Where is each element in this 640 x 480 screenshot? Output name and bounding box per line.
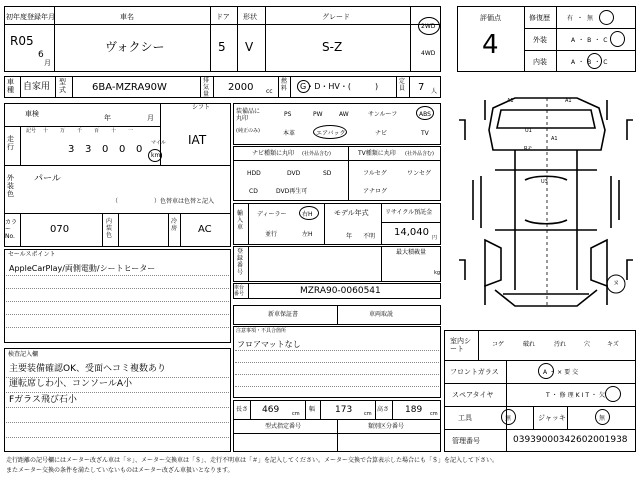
capacity-label: 定員 bbox=[399, 78, 406, 92]
shape: V bbox=[245, 40, 254, 54]
color-no: 070 bbox=[50, 224, 70, 235]
navi-label: ナビ種類に丸印 bbox=[252, 150, 295, 157]
inspection-label: 車検 bbox=[25, 110, 39, 118]
equip-leather: 本革 bbox=[283, 130, 296, 137]
model-label: 型式 bbox=[59, 78, 66, 94]
jack-label: ジャッキ bbox=[538, 414, 566, 422]
chassis-label: 車台番号 bbox=[234, 285, 245, 297]
import-dealer: ディーラー bbox=[257, 211, 287, 218]
length-label: 長さ bbox=[236, 406, 249, 413]
mileage-digit: 3 bbox=[85, 144, 92, 155]
car-name: ヴォクシー bbox=[105, 40, 165, 54]
import-parallel: 並行 bbox=[265, 231, 278, 238]
footer-line-2: またメーター交換の条件を満たしていないものはメーター改ざん車扱いとなります。 bbox=[6, 467, 234, 474]
doc-warranty: 新車保証書 bbox=[268, 311, 299, 318]
digit-header: 記号 bbox=[26, 128, 37, 134]
tv-oneseg: ワンセグ bbox=[407, 170, 432, 177]
sales-point-label: セールスポイント bbox=[8, 251, 56, 258]
eval-label: 評価点 bbox=[480, 14, 501, 22]
import-label: 輸入車 bbox=[237, 210, 244, 231]
navi-sd: SD bbox=[323, 170, 332, 177]
grade: S-Z bbox=[322, 40, 343, 54]
shape-label: 形状 bbox=[243, 13, 257, 21]
diag-mark-nu: ヌ bbox=[613, 280, 620, 287]
notes-label: 注意事項・不具合箇所 bbox=[236, 328, 287, 334]
inspector-line-2: 運転席しわ小、コンソールA小 bbox=[9, 379, 132, 389]
front-glass: A・×要交 bbox=[543, 369, 581, 376]
navi-dvd: DVD bbox=[287, 170, 301, 177]
height: 189 bbox=[405, 405, 423, 415]
max-load-label: 最大積載量 bbox=[396, 249, 427, 256]
tools: 無 bbox=[505, 415, 512, 422]
digit-header: 千 bbox=[77, 128, 83, 134]
first-reg-label: 初年度登録年月 bbox=[6, 13, 55, 21]
footer-line-1: 走行距離の記号欄にはメーター改ざん車は「＊」、メーター交換車は「＄」、走行不明車は「＃」を記入してください。メーター交換で合算表示した場合にも「＄」を記入して下さい。 bbox=[6, 457, 499, 464]
door-label: ドア bbox=[216, 13, 230, 21]
exterior-color: パール bbox=[34, 174, 61, 184]
diag-mark-rmo: Rモ bbox=[524, 146, 533, 152]
diag-mark-a1-mid: A1 bbox=[551, 136, 558, 142]
width-label: 幅 bbox=[309, 406, 316, 413]
room-koge: コゲ bbox=[492, 341, 505, 348]
equip-ps: PS bbox=[284, 111, 292, 118]
equip-sunroof: サンルーフ bbox=[368, 111, 398, 118]
mileage-digit: 0 bbox=[102, 144, 109, 155]
equip-tv: TV bbox=[421, 130, 429, 137]
front-glass-label: フロントガラス bbox=[450, 368, 499, 376]
spare: T・修理KIT・欠 bbox=[546, 392, 608, 399]
int-circle bbox=[587, 53, 602, 69]
fuel: G・D・HV・( ) bbox=[300, 82, 379, 91]
class-no-label: 類別区分番号 bbox=[368, 423, 405, 430]
int-color-label: 内装色 bbox=[106, 218, 113, 239]
ext-circle bbox=[610, 31, 625, 47]
tools-label: 工具 bbox=[458, 414, 472, 422]
doors: 5 bbox=[218, 40, 226, 54]
tv-sub: (社外品含む) bbox=[405, 151, 434, 157]
car-diagram bbox=[455, 80, 638, 323]
inspector-line-1: 主要装備確認OK、受面ヘコミ複数あり bbox=[9, 364, 166, 374]
unit-mile: マイル bbox=[151, 140, 166, 146]
repair-circle bbox=[599, 10, 614, 25]
diag-mark-u3: U3 bbox=[541, 179, 548, 185]
first-reg-month: 6 bbox=[38, 50, 44, 60]
mileage-digit: 0 bbox=[119, 144, 126, 155]
import-left-h: 左H bbox=[302, 231, 313, 238]
model: 6BA-MZRA90W bbox=[92, 82, 167, 93]
max-load-unit: kg bbox=[434, 270, 441, 276]
model-year-label: モデル年式 bbox=[334, 209, 369, 217]
model-year-unknown: 不明 bbox=[363, 233, 376, 240]
ext: A・B・C bbox=[571, 37, 611, 44]
mgmt-value: 03939000342602001938 bbox=[513, 435, 628, 445]
reg-no-label: 登録番号 bbox=[237, 248, 244, 276]
type-label: 車種 bbox=[7, 78, 14, 94]
ac-label: 冷房 bbox=[171, 218, 178, 232]
displacement: 2000 bbox=[228, 82, 254, 93]
digit-header: 十 bbox=[111, 128, 117, 134]
spare-circle bbox=[605, 386, 621, 402]
digit-header: 一 bbox=[128, 128, 134, 134]
drive-alt: 4WD bbox=[421, 50, 436, 57]
repair-label: 修復歴 bbox=[529, 14, 550, 22]
navi-cd: CD bbox=[249, 188, 258, 195]
length-unit: cm bbox=[292, 411, 300, 417]
mgmt-label: 管理番号 bbox=[452, 437, 480, 445]
height-unit: cm bbox=[430, 411, 438, 417]
inspection-year: 年 bbox=[104, 114, 111, 122]
mileage-digit: 0 bbox=[136, 144, 143, 155]
width-unit: cm bbox=[364, 411, 372, 417]
height-label: 高さ bbox=[377, 406, 390, 413]
exterior-label: 外装色 bbox=[7, 174, 14, 198]
tv-label: TV種類に丸印 bbox=[358, 150, 396, 157]
month-unit: 月 bbox=[44, 59, 51, 67]
equip-sub: (純正のみ) bbox=[236, 128, 260, 134]
equip-airbag: エアバック bbox=[316, 130, 346, 137]
equip-navi: ナビ bbox=[375, 130, 388, 137]
first-reg-year: R05 bbox=[10, 34, 34, 48]
cc-unit: cc bbox=[266, 88, 273, 95]
equip-pw: PW bbox=[313, 111, 323, 118]
int: A・B・C bbox=[571, 59, 611, 66]
room-ana: 穴 bbox=[584, 341, 591, 348]
repair: 有・無 bbox=[567, 15, 598, 22]
room-yabure: 破れ bbox=[523, 341, 536, 348]
shift-label: シフト bbox=[192, 104, 211, 111]
spare-label: スペアタイヤ bbox=[452, 391, 494, 399]
room-label: 室内シート bbox=[450, 337, 471, 353]
fuel-label: 燃料 bbox=[281, 78, 288, 92]
car-name-label: 車名 bbox=[120, 13, 134, 21]
digit-headers bbox=[26, 128, 140, 136]
equip-label: 装備品に丸印 bbox=[236, 108, 261, 122]
digit-header: 万 bbox=[60, 128, 66, 134]
int-label: 内装 bbox=[533, 58, 547, 66]
equip-box bbox=[233, 103, 441, 145]
doc-manual: 車両取説 bbox=[369, 311, 394, 318]
tv-analog: アナログ bbox=[363, 188, 388, 195]
room-yogore: 汚れ bbox=[554, 341, 567, 348]
type-value: 自家用 bbox=[23, 82, 51, 92]
recycle-value: 14,040 bbox=[394, 227, 429, 238]
disp-label: 排気量 bbox=[203, 77, 210, 98]
mileage-digits bbox=[48, 144, 161, 159]
equip-aw: AW bbox=[339, 111, 349, 118]
length: 469 bbox=[262, 405, 280, 415]
grade-label: グレード bbox=[322, 13, 350, 21]
navi-dvd-play: DVD再生可 bbox=[276, 188, 308, 195]
mileage-label: 走行 bbox=[7, 135, 14, 151]
diag-mark-a1-left: A1 bbox=[507, 98, 514, 104]
shift: IAT bbox=[188, 133, 207, 147]
color-no-label: カラーNo. bbox=[5, 219, 18, 240]
recycle-unit: 円 bbox=[432, 235, 438, 241]
notes-text: フロアマットなし bbox=[237, 340, 301, 349]
sales-point-text: AppleCarPlay/両側電動/シートヒーター bbox=[9, 264, 156, 273]
drive-label: 2WD bbox=[421, 23, 436, 30]
digit-header: 十 bbox=[43, 128, 49, 134]
model-year-year: 年 bbox=[346, 233, 353, 240]
equip-abs: ABS bbox=[419, 111, 431, 118]
eval-score: 4 bbox=[482, 30, 499, 60]
width: 173 bbox=[335, 405, 353, 415]
inspector-label: 検査記入欄 bbox=[8, 351, 39, 358]
capacity-unit: 人 bbox=[431, 88, 438, 95]
import-right-h: 右H bbox=[302, 211, 313, 218]
front-glass-circle bbox=[538, 363, 554, 379]
navi-hdd: HDD bbox=[247, 170, 261, 177]
ext-label: 外装 bbox=[533, 36, 547, 44]
ac: AC bbox=[198, 224, 212, 235]
unit-km: km bbox=[151, 152, 161, 159]
capacity: 7 bbox=[418, 82, 425, 93]
inspection-month: 月 bbox=[147, 114, 154, 122]
diag-mark-u1: U1 bbox=[525, 128, 532, 134]
digit-header: 百 bbox=[94, 128, 100, 134]
jack: 無 bbox=[599, 415, 606, 422]
tv-fullseg: フルセグ bbox=[363, 170, 387, 177]
exterior-paren: （ ）色替車は色替と記入 bbox=[112, 198, 215, 205]
inspector-line-3: Fガラス飛び石小 bbox=[9, 395, 77, 405]
diag-mark-a1-right: A1 bbox=[565, 98, 572, 104]
mileage-digit: 3 bbox=[68, 144, 75, 155]
recycle-label: リサイクル預託金 bbox=[385, 209, 433, 216]
room-kizu: キズ bbox=[607, 341, 619, 348]
navi-sub: (社外品含む) bbox=[302, 151, 331, 157]
chassis-value: MZRA90-0060541 bbox=[300, 286, 381, 296]
model-no-label: 型式指定番号 bbox=[265, 423, 302, 430]
